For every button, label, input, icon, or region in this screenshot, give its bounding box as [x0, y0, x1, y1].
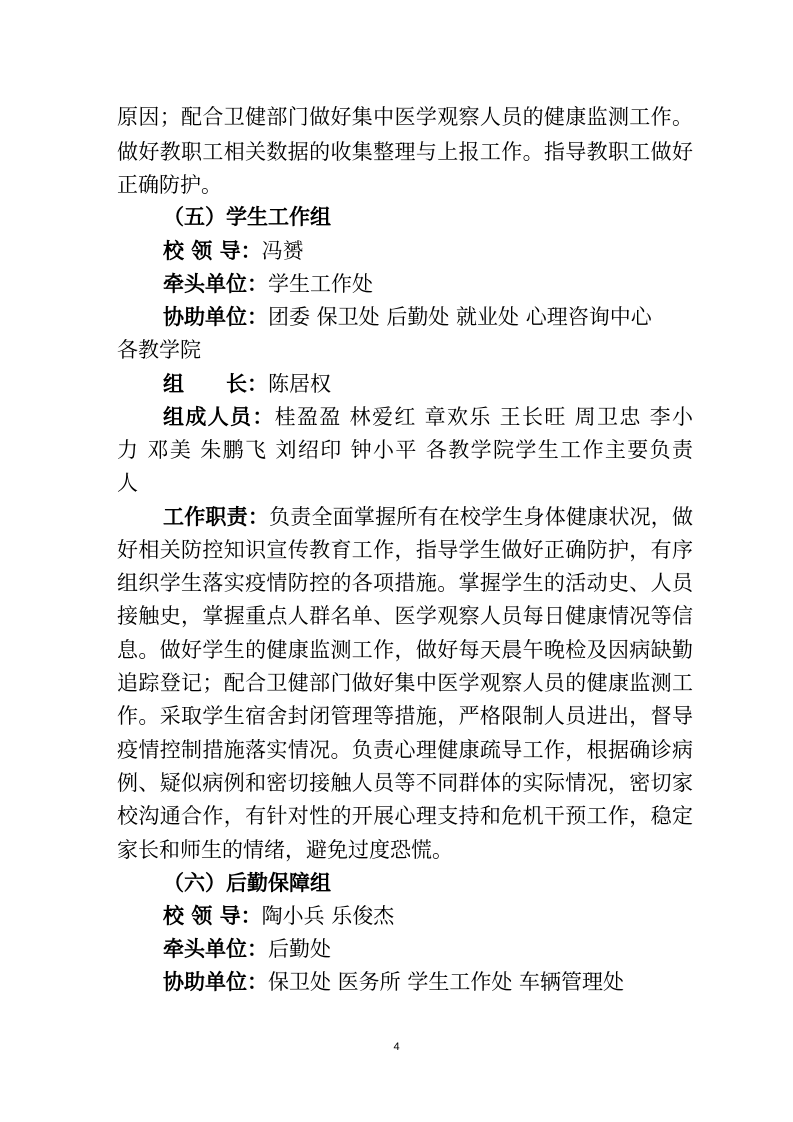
group5-head-row	[163, 367, 693, 401]
group5-duties-line: 息。做好学生的健康监测工作，做好每天晨午晚检及因病缺勤	[117, 638, 693, 662]
group5-duties-line: 疫情控制措施落实情况。负责心理健康疏导工作，根据确诊病	[117, 738, 693, 762]
group6-lead-unit-value: 后勤处	[268, 937, 331, 961]
group6-lead-unit-row	[163, 932, 693, 966]
group6-leader-label: 校 领 导：	[163, 903, 262, 928]
group5-duties-line-1: 负责全面掌握所有在校学生身体健康状况，做	[269, 505, 694, 529]
group5-leader-label: 校 领 导：	[163, 238, 262, 263]
group6-leader-value: 陶小兵 乐俊杰	[261, 904, 395, 928]
group5-assist-value-line-2: 各教学院	[117, 338, 201, 362]
group5-members-line-1: 桂盈盈 林爱红 章欢乐 王长旺 周卫忠 李小	[274, 405, 694, 429]
group5-heading: （五）学生工作组	[163, 204, 331, 229]
group5-duties-line: 追踪登记；配合卫健部门做好集中医学观察人员的健康监测工	[117, 671, 693, 695]
group6-assist-label: 协助单位：	[163, 969, 268, 994]
group5-duties-row	[163, 500, 693, 534]
group5-duties-label: 工作职责：	[163, 504, 270, 529]
group5-members-label: 组成人员：	[163, 404, 275, 429]
group6-lead-unit-label: 牵头单位：	[163, 936, 268, 961]
group5-duties-line: 家长和师生的情绪，避免过度恐慌。	[117, 838, 453, 862]
group5-duties-line: 好相关防控知识宣传教育工作，指导学生做好正确防护，有序	[117, 538, 693, 562]
intro-line-3: 正确防护。	[117, 173, 222, 197]
group5-duties-line: 接触史，掌握重点人群名单、医学观察人员每日健康情况等信	[117, 604, 693, 628]
group5-lead-unit-label: 牵头单位：	[163, 271, 268, 296]
intro-line-1: 原因；配合卫健部门做好集中医学观察人员的健康监测工作。	[117, 105, 693, 129]
group5-members-line-2: 力 邓美 朱鹏飞 刘绍印 钟小平 各教学院学生工作主要负责	[117, 438, 693, 462]
group5-duties-line: 例、疑似病例和密切接触人员等不同群体的实际情况，密切家	[117, 771, 693, 795]
group5-duties-line: 作。采取学生宿舍封闭管理等措施，严格限制人员进出，督导	[117, 704, 693, 728]
intro-line-2: 做好教职工相关数据的收集整理与上报工作。指导教职工做好	[117, 140, 693, 164]
group5-head-value: 陈居权	[268, 372, 331, 396]
group5-lead-unit-value: 学生工作处	[268, 272, 373, 296]
group6-leader-row	[163, 899, 693, 933]
group5-assist-label: 协助单位：	[163, 304, 268, 329]
group6-assist-value: 保卫处 医务所 学生工作处 车辆管理处	[268, 970, 625, 994]
group5-head-label: 组 长：	[163, 371, 268, 396]
group6-heading: （六）后勤保障组	[163, 870, 331, 895]
group5-assist-row	[163, 300, 693, 334]
group5-leader-value: 冯赟	[261, 239, 304, 263]
page-number: 4	[393, 1041, 400, 1053]
group5-duties-line: 校沟通合作，有针对性的开展心理支持和危机干预工作，稳定	[117, 804, 693, 828]
group5-lead-unit-row	[163, 267, 693, 301]
group5-members-line-3: 人	[117, 471, 138, 495]
group5-duties-line: 组织学生落实疫情防控的各项措施。掌握学生的活动史、人员	[117, 571, 693, 595]
group5-members-row	[163, 400, 693, 434]
group5-leader-row	[163, 234, 693, 268]
group5-assist-value-line-1: 团委 保卫处 后勤处 就业处 心理咨询中心	[268, 305, 652, 329]
group6-assist-row	[163, 965, 693, 999]
